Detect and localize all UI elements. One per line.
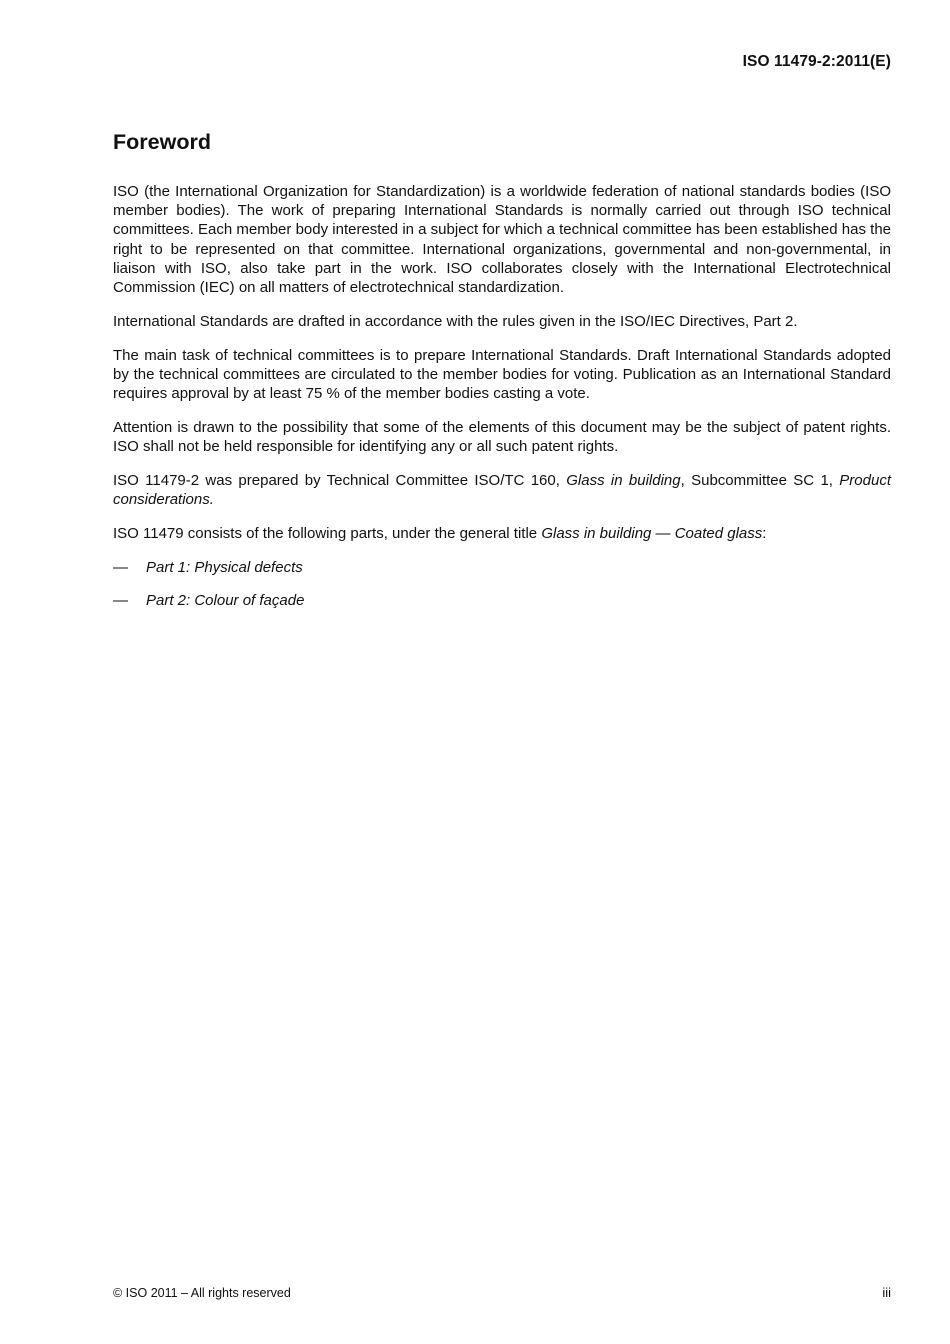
- prepared-by-prefix: ISO 11479-2 was prepared by Technical Committee ISO/TC 160,: [113, 471, 567, 489]
- committee-title: Glass in building: [566, 471, 681, 489]
- parts-intro-prefix: ISO 11479 consists of the following parts, under the general title: [113, 524, 542, 542]
- list-item: [113, 591, 891, 610]
- general-title: Glass in building — Coated glass: [541, 524, 763, 542]
- list-dash: —: [113, 592, 128, 610]
- subcommittee-title: Product considerations.: [113, 471, 891, 509]
- paragraph-committee-task: The main task of technical committees is to prepare International Standards. Draft International Standards adopted by the technical committees are circulated to the member bodies for voting. Publication as an International Standard requires approval by at least 75 % of the member bodies casting a vote.: [113, 346, 891, 403]
- paragraph-prepared-by: [113, 471, 891, 509]
- list-dash: —: [113, 558, 128, 576]
- page-number: iii: [882, 1285, 891, 1300]
- footer-copyright: © ISO 2011 – All rights reserved: [113, 1286, 291, 1300]
- foreword-body: [113, 182, 891, 625]
- prepared-by-middle: , Subcommittee SC 1,: [680, 471, 840, 489]
- paragraph-directives: International Standards are drafted in accordance with the rules given in the ISO/IEC Directives, Part 2.: [113, 312, 798, 330]
- paragraph-iso-intro: ISO (the International Organization for Standardization) is a worldwide federation of national standards bodies (ISO member bodies). The work of preparing International Standards is normally carried out through ISO technical committees. Each member body interested in a subject for which a technical committee has been established has the right to be represented on that committee. International organizations, governmental and non-governmental, in liaison with ISO, also take part in the work. ISO collaborates closely with the International Electrotechnical Commission (IEC) on all matters of electrotechnical standardization.: [113, 183, 891, 297]
- paragraph-patent-notice: Attention is drawn to the possibility that some of the elements of this document may be the subject of patent rights. ISO shall not be held responsible for identifying any or all such patent rights.: [113, 418, 891, 456]
- document-id: ISO 11479-2:2011(E): [742, 53, 891, 70]
- part-label: Part 2: Colour of façade: [146, 592, 305, 610]
- page-title: Foreword: [113, 130, 211, 154]
- list-item: [113, 558, 891, 577]
- part-label: Part 1: Physical defects: [146, 558, 303, 576]
- paragraph-parts-intro: [113, 524, 891, 543]
- parts-intro-suffix: :: [762, 524, 767, 542]
- parts-list: [113, 558, 891, 611]
